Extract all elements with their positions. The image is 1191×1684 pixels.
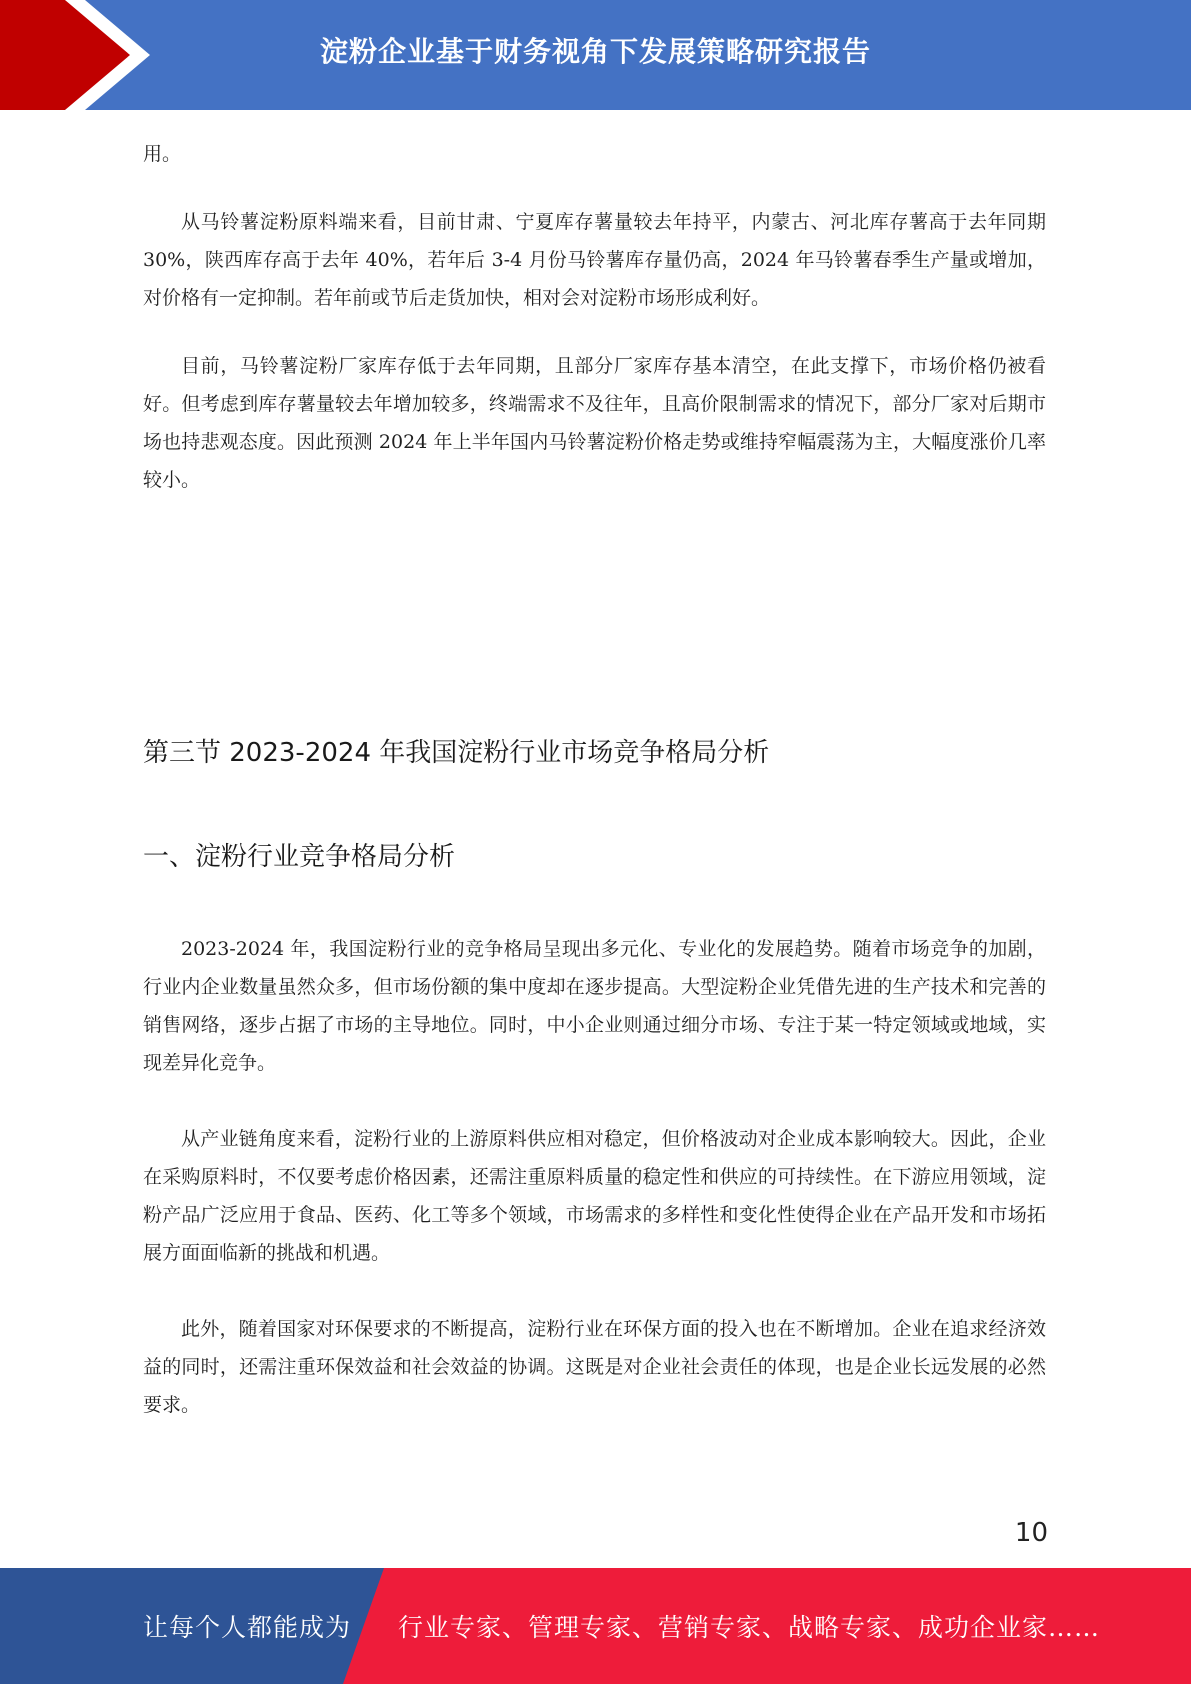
header-title: 淀粉企业基于财务视角下发展策略研究报告 bbox=[319, 35, 871, 68]
paragraph-industry-chain: 从产业链角度来看，淀粉行业的上游原料供应相对稳定，但价格波动对企业成本影响较大。因此，企业在采购原料时，不仅要考虑价格因素，还需注重原料质量的稳定性和供应的可持续性。在下游应用领域，淀粉产品广泛应用于食品、医药、化工等多个领域，市场需求的多样性和变化性使得企业在产品开发和市场拓展方面面临新的挑战和机遇。 bbox=[143, 1128, 1046, 1264]
subsection-heading: 一、淀粉行业竞争格局分析 bbox=[143, 842, 456, 872]
page-header bbox=[0, 0, 1191, 110]
paragraph-environment: 此外，随着国家对环保要求的不断提高，淀粉行业在环保方面的投入也在不断增加。企业在追求经济效益的同时，还需注重环保效益和社会效益的协调。这既是对企业社会责任的体现，也是企业长远发展的必然要求。 bbox=[143, 1318, 1046, 1416]
footer-slogan-right: 行业专家、管理专家、营销专家、战略专家、成功企业家…… bbox=[398, 1613, 1101, 1642]
footer-slogan-left: 让每个人都能成为 bbox=[143, 1613, 352, 1642]
paragraph-competition-overview: 2023-2024 年，我国淀粉行业的竞争格局呈现出多元化、专业化的发展趋势。随着市场竞争的加剧，行业内企业数量虽然众多，但市场份额的集中度却在逐步提高。大型淀粉企业凭借先进的生产技术和完善的销售网络，逐步占据了市场的主导地位。同时，中小企业则通过细分市场、专注于某一特定领域或地域，实现差异化竞争。 bbox=[143, 938, 1046, 1074]
page-number: 10 bbox=[1014, 1518, 1048, 1548]
paragraph-continuation: 用。 bbox=[143, 143, 182, 165]
section-heading: 第三节 2023-2024 年我国淀粉行业市场竞争格局分析 bbox=[143, 738, 770, 768]
paragraph-potato-raw-material: 从马铃薯淀粉原料端来看，目前甘肃、宁夏库存薯量较去年持平，内蒙古、河北库存薯高于去年同期 30%，陕西库存高于去年 40%，若年后 3-4 月份马铃薯库存量仍高，2024 年马铃薯春季生产量或增加，对价格有一定抑制。若年前或节后走货加快，相对会对淀粉市场形成利好。 bbox=[143, 211, 1046, 309]
paragraph-potato-inventory: 目前，马铃薯淀粉厂家库存低于去年同期，且部分厂家库存基本清空，在此支撑下，市场价格仍被看好。但考虑到库存薯量较去年增加较多，终端需求不及往年，且高价限制需求的情况下，部分厂家对后期市场也持悲观态度。因此预测 2024 年上半年国内马铃薯淀粉价格走势或维持窄幅震荡为主，大幅度涨价几率较小。 bbox=[143, 355, 1046, 491]
page-footer bbox=[0, 1568, 1191, 1684]
